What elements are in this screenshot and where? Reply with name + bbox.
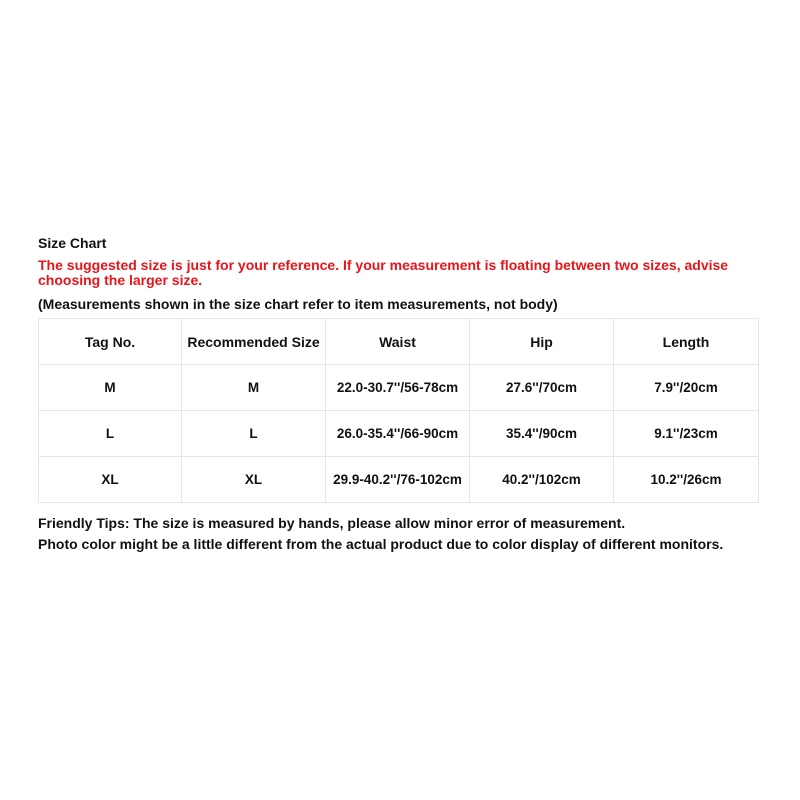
cell-length: 10.2''/26cm <box>614 457 759 503</box>
tip-color: Photo color might be a little different from the actual product due to color display of different monitors. <box>38 536 724 552</box>
measurement-disclaimer: (Measurements shown in the size chart refer to item measurements, not body) <box>38 296 558 312</box>
table-row <box>39 457 759 503</box>
size-table <box>38 318 759 503</box>
tip-measurement: Friendly Tips: The size is measured by hands, please allow minor error of measurement. <box>38 515 626 531</box>
header-length: Length <box>614 319 759 365</box>
cell-tag-no: XL <box>39 457 182 503</box>
table-header-row <box>39 319 759 365</box>
cell-recommended-size: L <box>182 411 326 457</box>
cell-length: 9.1''/23cm <box>614 411 759 457</box>
header-hip: Hip <box>470 319 614 365</box>
cell-length: 7.9''/20cm <box>614 365 759 411</box>
cell-hip: 35.4''/90cm <box>470 411 614 457</box>
cell-waist: 26.0-35.4''/66-90cm <box>326 411 470 457</box>
cell-waist: 22.0-30.7''/56-78cm <box>326 365 470 411</box>
header-tag-no: Tag No. <box>39 319 182 365</box>
size-chart-title: Size Chart <box>38 235 107 251</box>
cell-hip: 27.6''/70cm <box>470 365 614 411</box>
cell-recommended-size: M <box>182 365 326 411</box>
cell-waist: 29.9-40.2''/76-102cm <box>326 457 470 503</box>
friendly-tips <box>38 513 723 555</box>
cell-hip: 40.2''/102cm <box>470 457 614 503</box>
cell-tag-no: L <box>39 411 182 457</box>
size-notice: The suggested size is just for your reference. If your measurement is floating between two sizes, advise choosing the larger size. <box>38 257 729 288</box>
header-waist: Waist <box>326 319 470 365</box>
table-row <box>39 365 759 411</box>
table-row <box>39 411 759 457</box>
header-recommended-size: Recommended Size <box>182 319 326 365</box>
cell-tag-no: M <box>39 365 182 411</box>
cell-recommended-size: XL <box>182 457 326 503</box>
